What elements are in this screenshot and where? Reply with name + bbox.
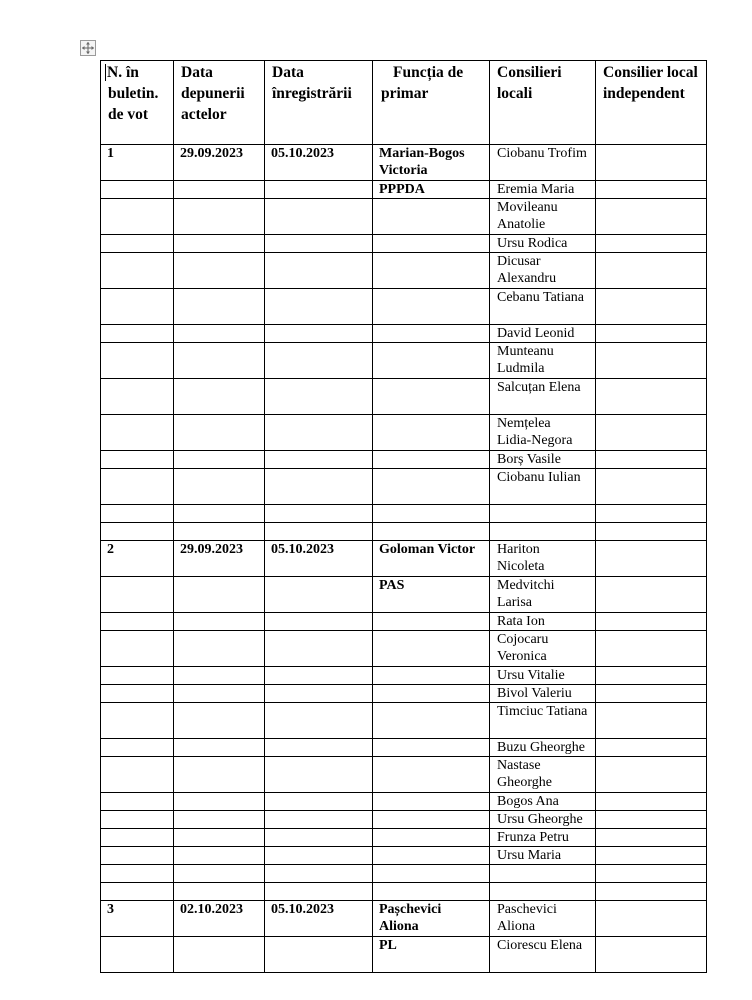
independent-cell [596,145,707,181]
empty-cell [490,505,596,523]
table-row [101,145,707,181]
councillor-name: Ciobanu Trofim [490,145,596,181]
empty-cell [174,757,265,793]
independent-cell [596,577,707,613]
empty-cell [373,757,490,793]
empty-cell [101,793,174,811]
empty-cell [101,757,174,793]
councillor-name: Munteanu Ludmila [490,343,596,379]
empty-cell [373,505,490,523]
councillor-name: Ciorescu Elena [490,937,596,973]
table-row [101,235,707,253]
header-functia [373,61,490,145]
table-row [101,739,707,757]
table-row [101,199,707,235]
empty-cell [101,829,174,847]
councillor-name: Timciuc Tatiana [490,703,596,739]
empty-cell [174,379,265,415]
independent-cell [596,469,707,505]
table-row [101,829,707,847]
independent-cell [596,667,707,685]
ballot-number: 1 [101,145,174,181]
table-row [101,325,707,343]
table-row [101,253,707,289]
empty-cell [373,289,490,325]
registration-date: 05.10.2023 [265,901,373,937]
table-row [101,469,707,505]
independent-cell [596,343,707,379]
empty-cell [101,883,174,901]
empty-cell [265,253,373,289]
councillor-name: Rata Ion [490,613,596,631]
empty-cell [265,793,373,811]
table-row [101,541,707,577]
header-row [101,61,707,145]
empty-cell [101,811,174,829]
empty-cell [174,667,265,685]
councillor-name: Nastase Gheorghe [490,757,596,793]
empty-cell [596,523,707,541]
table-row [101,685,707,703]
independent-cell [596,631,707,667]
empty-cell [174,703,265,739]
empty-cell [174,847,265,865]
empty-cell [174,253,265,289]
independent-cell [596,181,707,199]
empty-cell [174,865,265,883]
empty-cell [373,523,490,541]
councillor-name: Borș Vasile [490,451,596,469]
empty-cell [265,505,373,523]
empty-cell [373,703,490,739]
empty-cell [174,577,265,613]
empty-cell [101,505,174,523]
empty-cell [265,667,373,685]
empty-cell [174,829,265,847]
table-row [101,703,707,739]
independent-cell [596,253,707,289]
header-consilieri: Consilieri locali [490,61,596,145]
header-nr: N. în buletin. de vot [101,61,174,145]
empty-cell [490,523,596,541]
spacer-row [101,865,707,883]
empty-cell [174,181,265,199]
councillor-name: Ursu Gheorghe [490,811,596,829]
independent-cell [596,199,707,235]
empty-cell [373,379,490,415]
empty-cell [101,667,174,685]
empty-cell [373,685,490,703]
empty-cell [373,199,490,235]
empty-cell [265,631,373,667]
empty-cell [265,847,373,865]
ballot-number: 3 [101,901,174,937]
councillor-name: Cojocaru Veronica [490,631,596,667]
empty-cell [373,469,490,505]
table-row [101,379,707,415]
councillor-name: Bogos Ana [490,793,596,811]
independent-cell [596,451,707,469]
registration-date: 05.10.2023 [265,541,373,577]
table-row [101,343,707,379]
header-independent: Consilier local independent [596,61,707,145]
party-name: PAS [373,577,490,613]
empty-cell [174,199,265,235]
party-name: PL [373,937,490,973]
table-row [101,811,707,829]
candidates-table [100,60,707,973]
table-row [101,577,707,613]
empty-cell [373,829,490,847]
councillor-name: Paschevici Aliona [490,901,596,937]
empty-cell [101,685,174,703]
empty-cell [174,631,265,667]
empty-cell [265,937,373,973]
empty-cell [174,415,265,451]
table-move-handle[interactable] [80,40,96,56]
empty-cell [174,883,265,901]
empty-cell [174,235,265,253]
table-row [101,793,707,811]
empty-cell [373,415,490,451]
empty-cell [101,577,174,613]
header-inregistrare: Data înregistrării [265,61,373,145]
spacer-row [101,523,707,541]
empty-cell [174,685,265,703]
empty-cell [373,631,490,667]
submission-date: 29.09.2023 [174,541,265,577]
empty-cell [265,811,373,829]
registration-date: 05.10.2023 [265,145,373,181]
independent-cell [596,415,707,451]
empty-cell [101,379,174,415]
empty-cell [101,235,174,253]
empty-cell [174,505,265,523]
empty-cell [174,811,265,829]
empty-cell [373,235,490,253]
empty-cell [101,451,174,469]
empty-cell [174,523,265,541]
empty-cell [596,883,707,901]
independent-cell [596,685,707,703]
councillor-name: Ursu Rodica [490,235,596,253]
empty-cell [101,289,174,325]
empty-cell [596,505,707,523]
mayor-candidate: Pașchevici Aliona [373,901,490,937]
councillor-name: Bivol Valeriu [490,685,596,703]
independent-cell [596,289,707,325]
councillor-name: Hariton Nicoleta [490,541,596,577]
empty-cell [265,415,373,451]
empty-cell [174,451,265,469]
independent-cell [596,613,707,631]
empty-cell [174,739,265,757]
empty-cell [373,739,490,757]
empty-cell [265,739,373,757]
empty-cell [265,451,373,469]
councillor-name: Dicusar Alexandru [490,253,596,289]
empty-cell [373,865,490,883]
empty-cell [373,451,490,469]
empty-cell [373,325,490,343]
independent-cell [596,235,707,253]
independent-cell [596,739,707,757]
empty-cell [101,937,174,973]
empty-cell [265,523,373,541]
table-row [101,847,707,865]
empty-cell [174,613,265,631]
empty-cell [265,469,373,505]
empty-cell [265,577,373,613]
empty-cell [373,811,490,829]
councillor-name: Frunza Petru [490,829,596,847]
header-functia-line1: Funcția de [393,64,464,81]
empty-cell [265,703,373,739]
empty-cell [373,613,490,631]
header-depunere: Data depunerii actelor [174,61,265,145]
empty-cell [265,199,373,235]
empty-cell [101,739,174,757]
councillor-name: Cebanu Tatiana [490,289,596,325]
empty-cell [101,469,174,505]
empty-cell [490,865,596,883]
table-row [101,901,707,937]
party-name: PPPDA [373,181,490,199]
empty-cell [101,847,174,865]
empty-cell [265,343,373,379]
empty-cell [174,793,265,811]
councillor-name: Eremia Maria [490,181,596,199]
table-row [101,667,707,685]
empty-cell [101,613,174,631]
table-row [101,631,707,667]
table-row [101,415,707,451]
councillor-name: Buzu Gheorghe [490,739,596,757]
table-row [101,451,707,469]
submission-date: 29.09.2023 [174,145,265,181]
mayor-candidate: Marian-Bogos Victoria [373,145,490,181]
empty-cell [101,415,174,451]
empty-cell [174,289,265,325]
empty-cell [101,343,174,379]
empty-cell [596,865,707,883]
councillor-name: Movileanu Anatolie [490,199,596,235]
empty-cell [101,181,174,199]
councillor-name: Nemțelea Lidia-Negora [490,415,596,451]
table-row [101,937,707,973]
independent-cell [596,379,707,415]
empty-cell [373,883,490,901]
councillor-name: Medvitchi Larisa [490,577,596,613]
empty-cell [373,253,490,289]
header-functia-line2: primar [381,85,429,102]
empty-cell [373,667,490,685]
submission-date: 02.10.2023 [174,901,265,937]
empty-cell [265,325,373,343]
councillor-name: Salcuțan Elena [490,379,596,415]
spacer-row [101,505,707,523]
empty-cell [265,883,373,901]
independent-cell [596,829,707,847]
empty-cell [265,613,373,631]
independent-cell [596,901,707,937]
empty-cell [174,325,265,343]
independent-cell [596,703,707,739]
table-row [101,613,707,631]
spacer-row [101,883,707,901]
empty-cell [174,469,265,505]
empty-cell [101,325,174,343]
empty-cell [373,847,490,865]
councillor-name: Ciobanu Iulian [490,469,596,505]
empty-cell [101,865,174,883]
councillor-name: Ursu Vitalie [490,667,596,685]
independent-cell [596,847,707,865]
mayor-candidate: Goloman Victor [373,541,490,577]
empty-cell [265,829,373,847]
independent-cell [596,757,707,793]
empty-cell [265,757,373,793]
independent-cell [596,811,707,829]
table-row [101,757,707,793]
independent-cell [596,937,707,973]
empty-cell [373,343,490,379]
independent-cell [596,793,707,811]
empty-cell [265,235,373,253]
empty-cell [265,685,373,703]
empty-cell [174,937,265,973]
empty-cell [265,289,373,325]
table-row [101,181,707,199]
ballot-number: 2 [101,541,174,577]
empty-cell [174,343,265,379]
empty-cell [490,883,596,901]
empty-cell [101,199,174,235]
independent-cell [596,541,707,577]
empty-cell [101,253,174,289]
councillor-name: Ursu Maria [490,847,596,865]
empty-cell [101,703,174,739]
empty-cell [101,523,174,541]
councillor-name: David Leonid [490,325,596,343]
table-row [101,289,707,325]
independent-cell [596,325,707,343]
empty-cell [101,631,174,667]
empty-cell [265,865,373,883]
empty-cell [265,181,373,199]
empty-cell [373,793,490,811]
empty-cell [265,379,373,415]
move-arrows-icon [81,41,95,55]
